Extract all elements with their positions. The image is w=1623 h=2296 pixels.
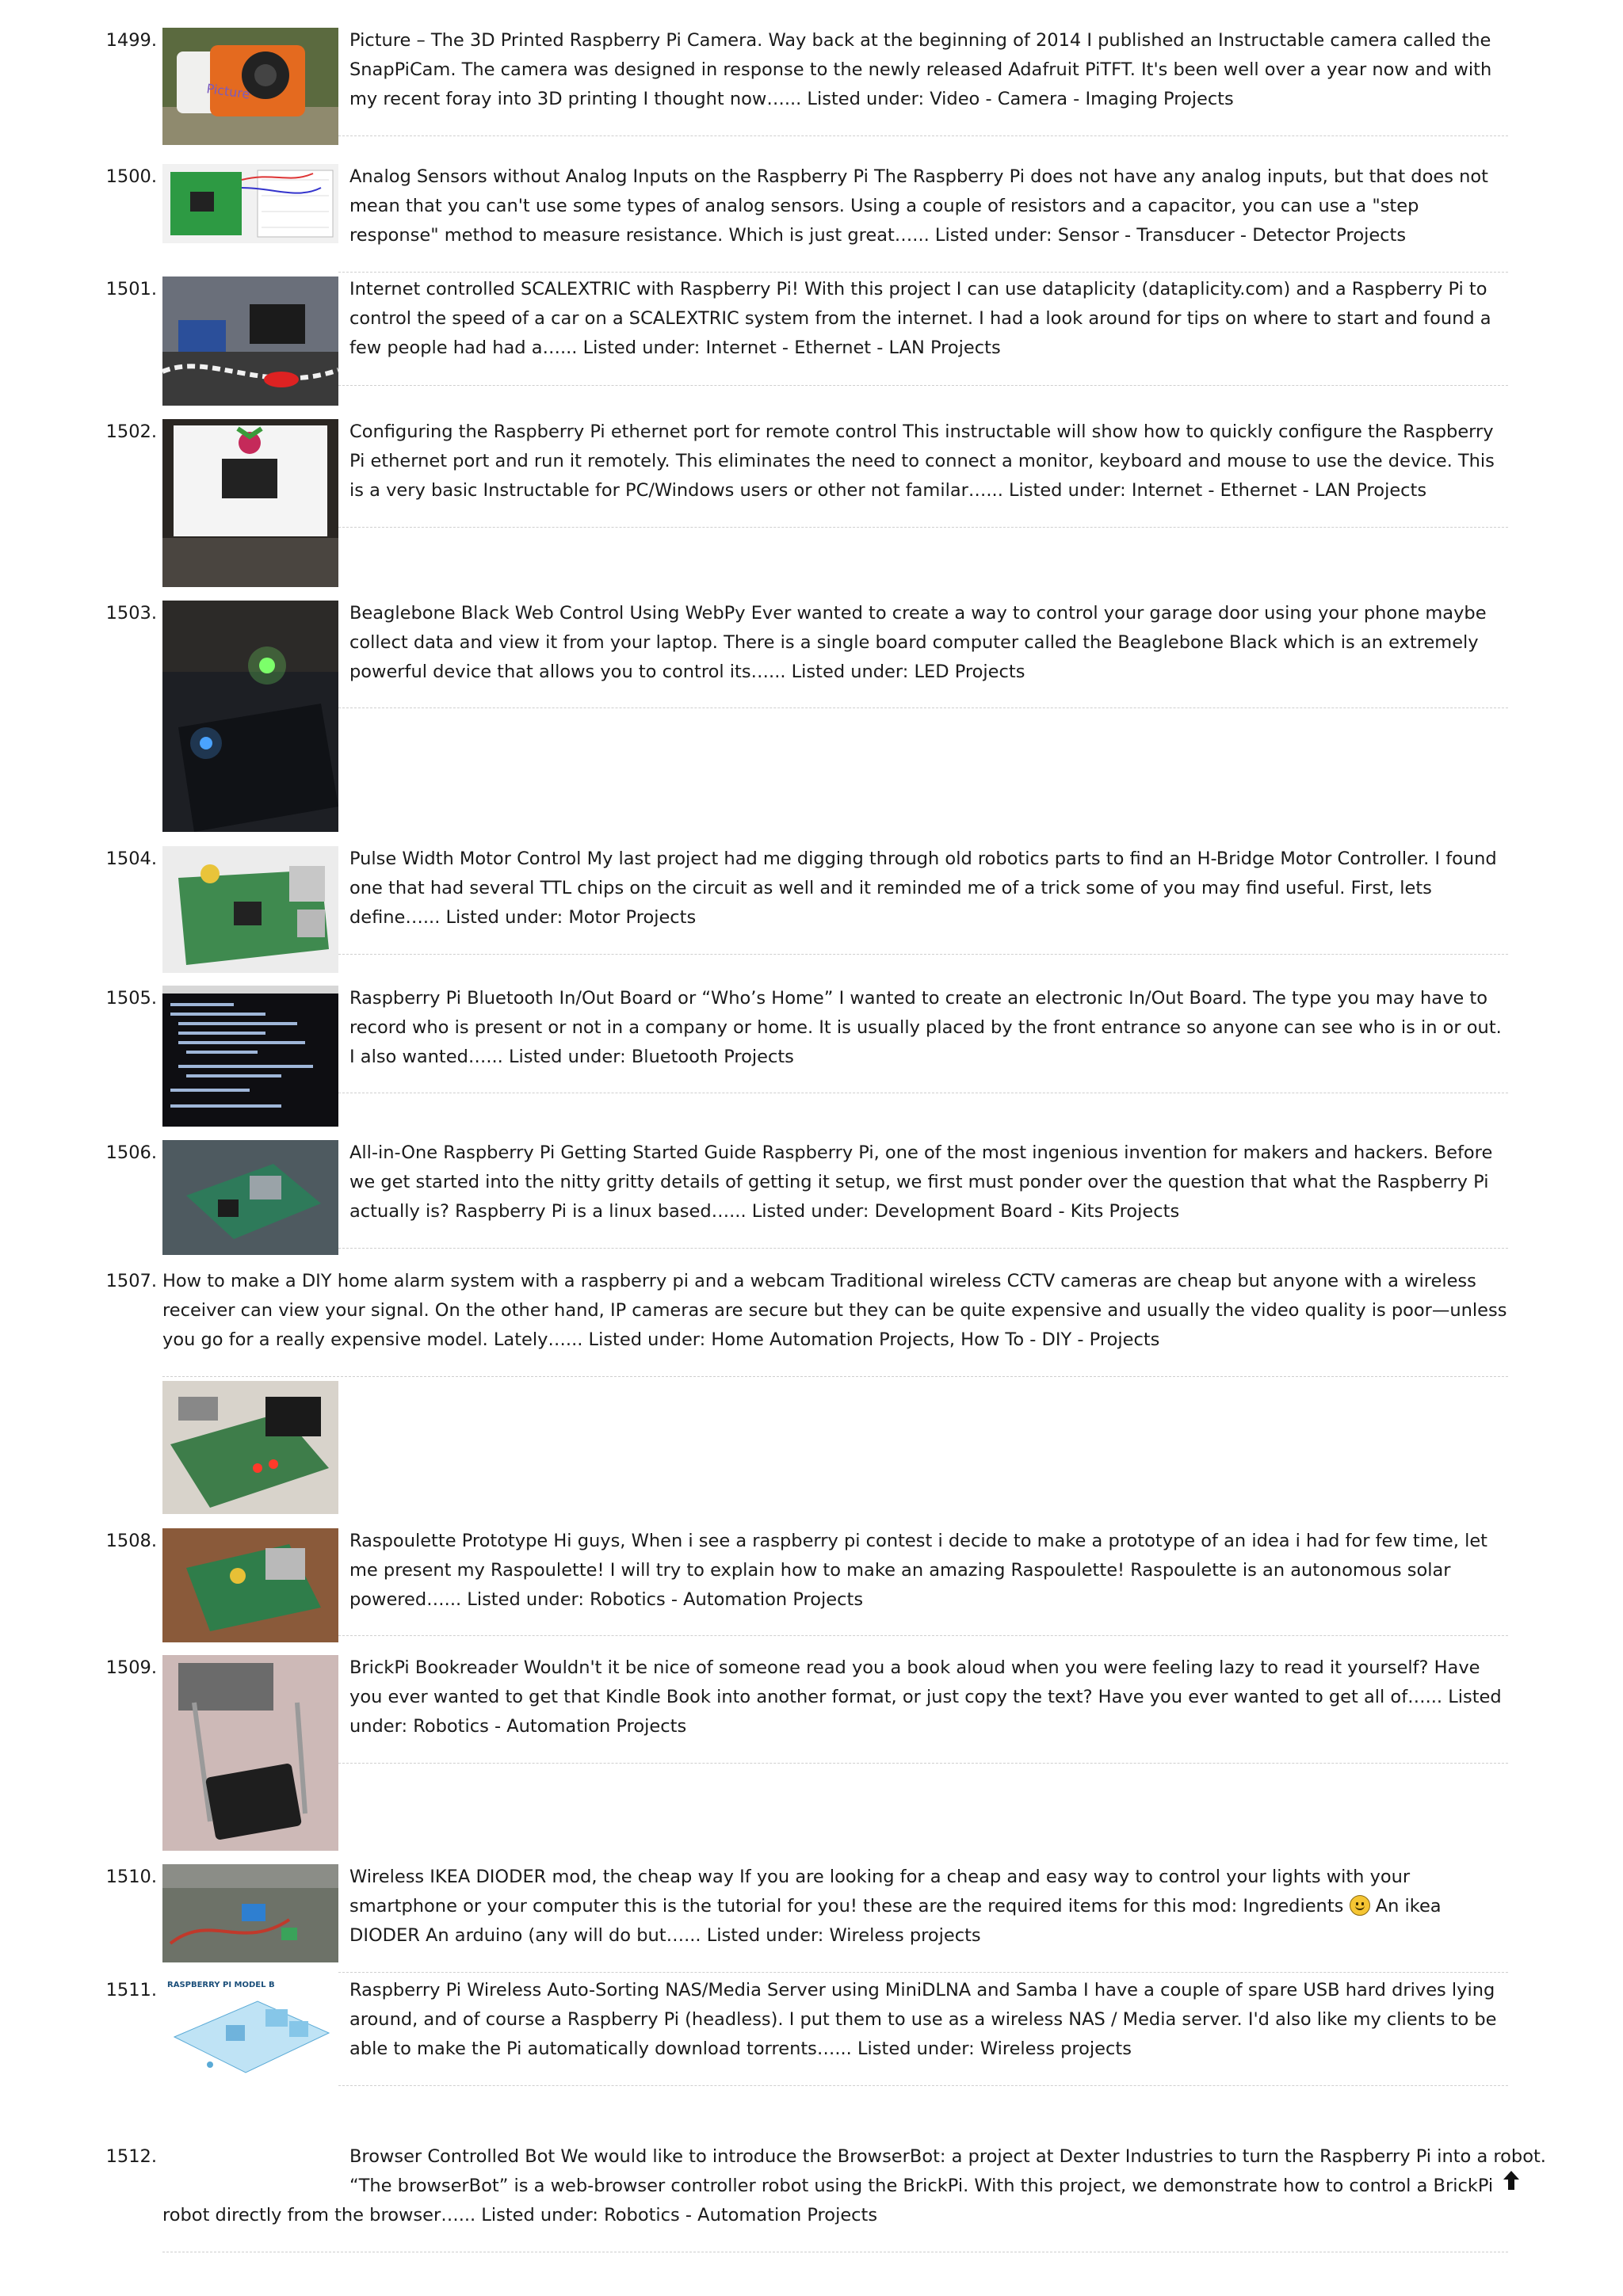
item-description[interactable]: Raspberry Pi Wireless Auto-Sorting NAS/Media Server using MiniDLNA and Samba I have a couple of spare USB hard drives lying around, and of course a Raspberry Pi (headless). I put them to use as a wireless NAS / Media server. I'd also like my clients to be able to make the Pi automatically download torrents…... Listed under: Wireless projects [349, 1980, 1497, 2059]
thumbnail-image[interactable] [162, 1864, 338, 1962]
thumbnail-image[interactable] [162, 846, 338, 973]
item-description[interactable] [349, 1863, 1508, 1951]
item-description[interactable]: Browser Controlled Bot We would like to introduce the BrowserBot: a project at Dexter Industries to turn the Raspberry Pi into a robot. [349, 2146, 1546, 2167]
smiley-face-icon [1350, 1895, 1370, 1916]
thumbnail-label: RASPBERRY PI MODEL B [167, 1981, 275, 1989]
item-description[interactable]: Internet controlled SCALEXTRIC with Raspberry Pi! With this project I can use dataplicity (dataplicity.com) and a Raspberry Pi to control the speed of a car on a SCALEXTRIC system from the internet. I had a look around for tips on where to start and found a few people had had a…... Listed under: Internet - Ethernet - LAN Projects [349, 279, 1491, 358]
item-number: 1504. [105, 849, 157, 869]
item-number: 1501. [105, 279, 157, 299]
item-description-end: An ikea DIODER An arduino (any will do but…... Listed under: Wireless projects [349, 1896, 1442, 1946]
item-divider [338, 2085, 1508, 2086]
item-number: 1509. [105, 1657, 157, 1678]
item-number: 1512. [105, 2146, 157, 2167]
item-number: 1502. [105, 421, 157, 442]
item-description[interactable]: Pulse Width Motor Control My last project had me digging through old robotics parts to find an H-Bridge Motor Controller. I found one that had several TTL chips on the circuit as well and it reminded me of a trick some of you may find useful. First, lets define…... Listed under: Motor Projects [349, 849, 1497, 928]
item-divider [338, 1972, 1508, 1973]
item-description[interactable]: BrickPi Bookreader Wouldn't it be nice of someone read you a book aloud when you were feeling lazy to read it yourself? Have you ever wanted to get that Kindle Book into another format, or just copy the text? Have you ever wanted to get all of…... Listed under: Robotics - Automation Projects [349, 1657, 1502, 1737]
item-divider [338, 1635, 1508, 1636]
item-number: 1506. [105, 1142, 157, 1163]
item-description[interactable]: Beaglebone Black Web Control Using WebPy Ever wanted to create a way to control your garage door using your phone maybe collect data and view it from your laptop. There is a single board computer called the Beaglebone Black which is an extremely powerful device that allows you to control its…... Listed under: LED Projects [349, 603, 1487, 682]
item-number: 1508. [105, 1531, 157, 1551]
item-divider [338, 707, 1508, 708]
item-divider [338, 385, 1508, 386]
item-divider [338, 527, 1508, 528]
item-number: 1503. [105, 603, 157, 624]
item-number: 1507. [105, 1271, 157, 1291]
item-description-start: Wireless IKEA DIODER mod, the cheap way If you are looking for a cheap and easy way to control your lights with your smartphone or your computer this is the tutorial for you! these are the required items for this mod: Ingredients [349, 1867, 1411, 1917]
thumbnail-image[interactable] [162, 1655, 338, 1851]
item-description-continued[interactable]: “The browserBot” is a web-browser controller robot using the BrickPi. With this project, we demonstrate how to control a BrickPi robot directly from the browser…... Listed under: Robotics - Automation Projects [162, 2176, 1494, 2225]
thumbnail-image[interactable] [162, 1381, 338, 1514]
item-divider [338, 272, 1508, 273]
item-number: 1500. [105, 166, 157, 187]
item-description[interactable]: Analog Sensors without Analog Inputs on the Raspberry Pi The Raspberry Pi does not have any analog inputs, but that does not mean that you can't use some types of analog sensors. Using a couple of resistors and a capacitor, you can use a "step response" method to measure resistance. Which is just great…... Listed under: Sensor - Transducer - Detector Projects [349, 166, 1488, 246]
thumbnail-image[interactable] [162, 28, 338, 145]
item-number: 1510. [105, 1867, 157, 1887]
thumbnail-image[interactable] [162, 986, 338, 1127]
item-divider [338, 1763, 1508, 1764]
svg-text:Picture: Picture [205, 81, 251, 102]
thumbnail-image[interactable] [162, 419, 338, 587]
item-description[interactable]: All-in-One Raspberry Pi Getting Started Guide Raspberry Pi, one of the most ingenious invention for makers and hackers. Before we get started into the nitty gritty details of getting it setup, we first must ponder over the question that what the Raspberry Pi actually is? Raspberry Pi is a linux based…... Listed under: Development Board - Kits Projects [349, 1142, 1493, 1222]
item-description[interactable]: How to make a DIY home alarm system with a raspberry pi and a webcam Traditional wireless CCTV cameras are cheap but anyone with a wireless receiver can view your signal. On the other hand, IP cameras are secure but they can be quite expensive and usually the video quality is poor—unless you go for a really expensive model. Lately…... Listed under: Home Automation Projects, How To - DIY - Projects [162, 1271, 1507, 1350]
item-number: 1511. [105, 1980, 157, 2000]
item-description[interactable]: Picture – The 3D Printed Raspberry Pi Camera. Way back at the beginning of 2014 I published an Instructable camera called the SnapPiCam. The camera was designed in response to the newly released Adafruit PiTFT. It's been well over a year now and with my recent foray into 3D printing I thought now…... Listed under: Video - Camera - Imaging Projects [349, 30, 1492, 109]
item-number: 1505. [105, 988, 157, 1009]
thumbnail-image[interactable] [162, 1140, 338, 1255]
item-description[interactable]: Raspoulette Prototype Hi guys, When i see a raspberry pi contest i decide to make a prototype of an idea i had for few time, let me present my Raspoulette! I will try to explain how to make an amazing Raspoulette! Raspoulette is an autonomous solar powered…... Listed under: Robotics - Automation Projects [349, 1531, 1487, 1610]
item-description[interactable]: Raspberry Pi Bluetooth In/Out Board or “Who’s Home” I wanted to create an electronic In/Out Board. The type you may have to record who is present or not in a company or home. It is usually placed by the front entrance so anyone can see who is in or out. I also wanted…... Listed under: Bluetooth Projects [349, 988, 1502, 1067]
thumbnail-image[interactable] [162, 164, 338, 243]
item-divider [162, 1376, 1508, 1377]
item-divider [338, 135, 1508, 136]
item-description[interactable]: Configuring the Raspberry Pi ethernet port for remote control This instructable will show how to quickly configure the Raspberry Pi ethernet port and run it remotely. This eliminates the need to connect a monitor, keyboard and mouse to use the device. This is a very basic Instructable for PC/Windows users or other not familar…... Listed under: Internet - Ethernet - LAN Projects [349, 421, 1495, 501]
thumbnail-image[interactable] [162, 1978, 338, 2088]
item-divider [338, 954, 1508, 955]
thumbnail-image[interactable] [162, 1528, 338, 1642]
thumbnail-image[interactable] [162, 277, 338, 406]
thumbnail-image[interactable] [162, 601, 338, 832]
item-divider [338, 1248, 1508, 1249]
item-number: 1499. [105, 30, 157, 51]
arrow-up-icon[interactable] [1503, 2170, 1520, 2191]
